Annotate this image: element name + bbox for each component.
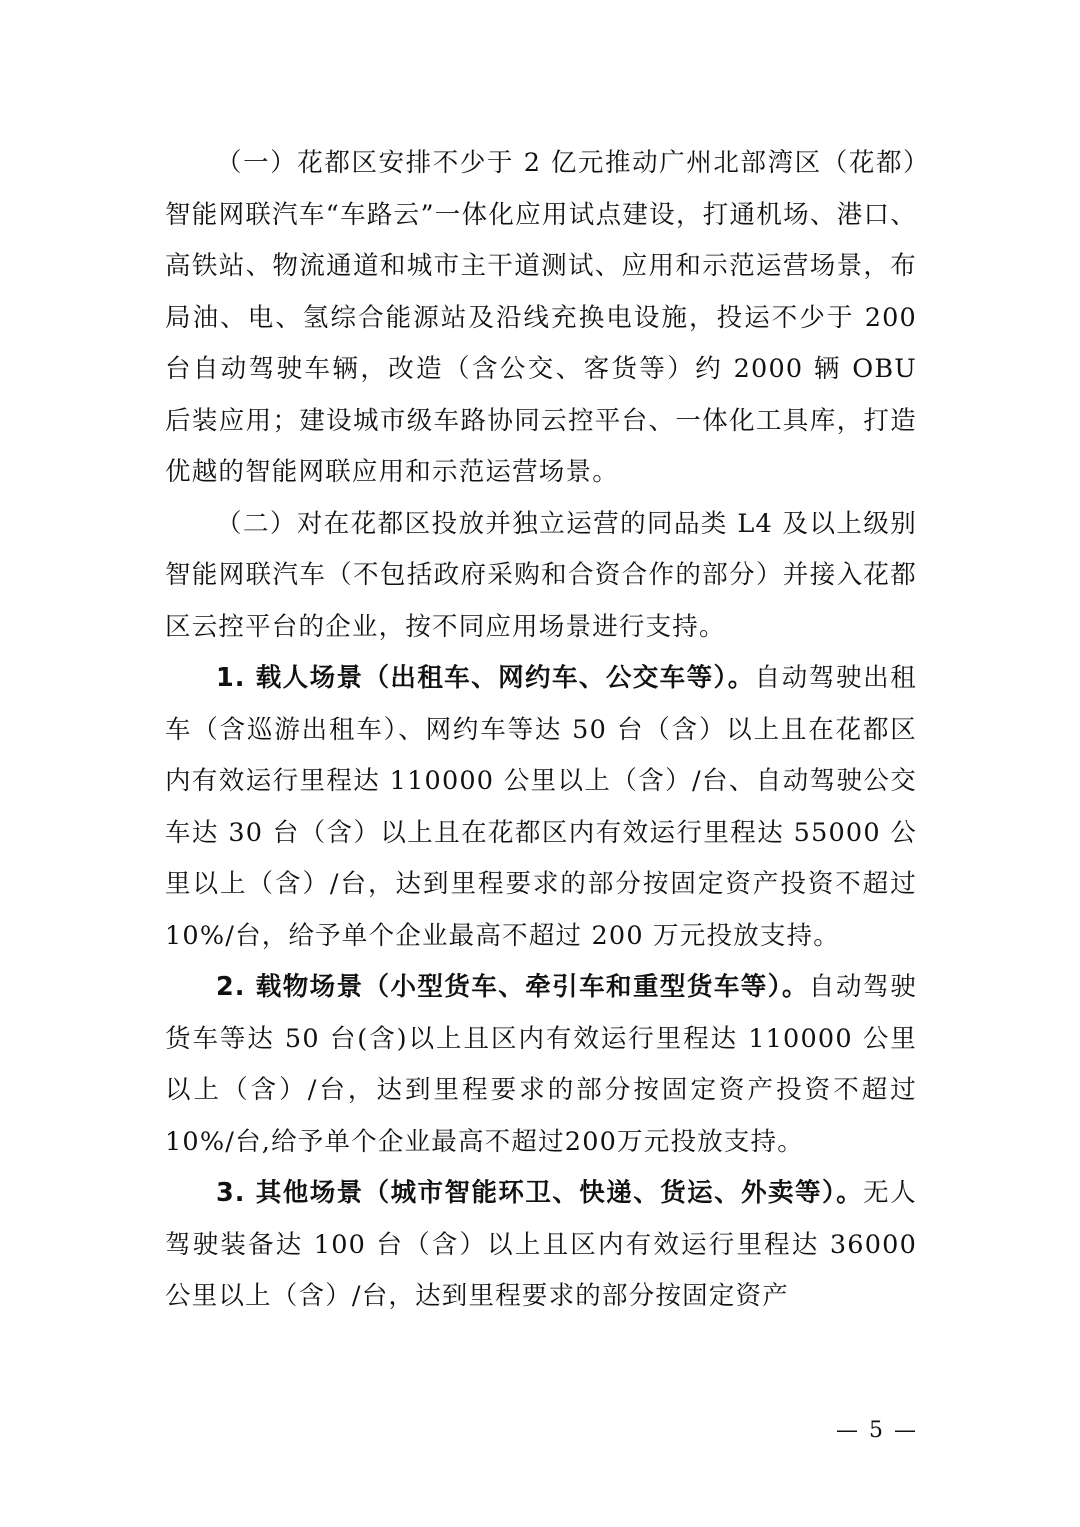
paragraph-2-text: （二）对在花都区投放并独立运营的同品类 L4 及以上级别智能网联汽车（不包括政府采购和合资合作的部分）并接入花都区云控平台的企业，按不同应用场景进行支持。 bbox=[165, 508, 917, 642]
paragraph-1-text: （一）花都区安排不少于 2 亿元推动广州北部湾区（花都）智能网联汽车“车路云”一体化应用试点建设，打通机场、港口、高铁站、物流通道和城市主干道测试、应用和示范运营场景，布局油、电、氢综合能源站及沿线充换电设施，投运不少于 200 台自动驾驶车辆，改造（含公交、客货等）约 2000 辆 OBU 后装应用；建设城市级车路协同云控平台、一体化工具库，打造优越的智能网联应用和示范运营场景。 bbox=[165, 148, 917, 487]
paragraph-4-heading: 2. 载物场景（小型货车、牵引车和重型货车等）。 bbox=[216, 972, 809, 1002]
document-body bbox=[165, 138, 917, 1323]
paragraph-3-text: 自动驾驶出租车（含巡游出租车）、网约车等达 50 台（含）以上且在花都区内有效运行里程达 110000 公里以上（含）/台、自动驾驶公交车达 30 台（含）以上且在花都区内有效运行里程达 55000 公里以上（含）/台，达到里程要求的部分按固定资产投资不超过 10%/台，给予单个企业最高不超过 200 万元投放支持。 bbox=[165, 663, 918, 951]
paragraph-5-heading: 3. 其他场景（城市智能环卫、快递、货运、外卖等）。 bbox=[216, 1178, 864, 1208]
page-number: — 5 — bbox=[836, 1418, 918, 1443]
paragraph-2 bbox=[165, 499, 917, 654]
paragraph-3-heading: 1. 载人场景（出租车、网约车、公交车等）。 bbox=[216, 663, 755, 693]
paragraph-1 bbox=[165, 138, 917, 499]
paragraph-4-text: 自动驾驶货车等达 50 台(含)以上且区内有效运行里程达 110000 公里以上（含）/台，达到里程要求的部分按固定资产投资不超过10%/台,给予单个企业最高不超过200万元投放支持。 bbox=[165, 972, 917, 1157]
paragraph-4 bbox=[165, 962, 917, 1168]
paragraph-5-text: 无人驾驶装备达 100 台（含）以上且区内有效运行里程达 36000 公里以上（含）/台，达到里程要求的部分按固定资产 bbox=[165, 1178, 918, 1311]
paragraph-3 bbox=[165, 653, 917, 962]
paragraph-5 bbox=[165, 1168, 917, 1323]
